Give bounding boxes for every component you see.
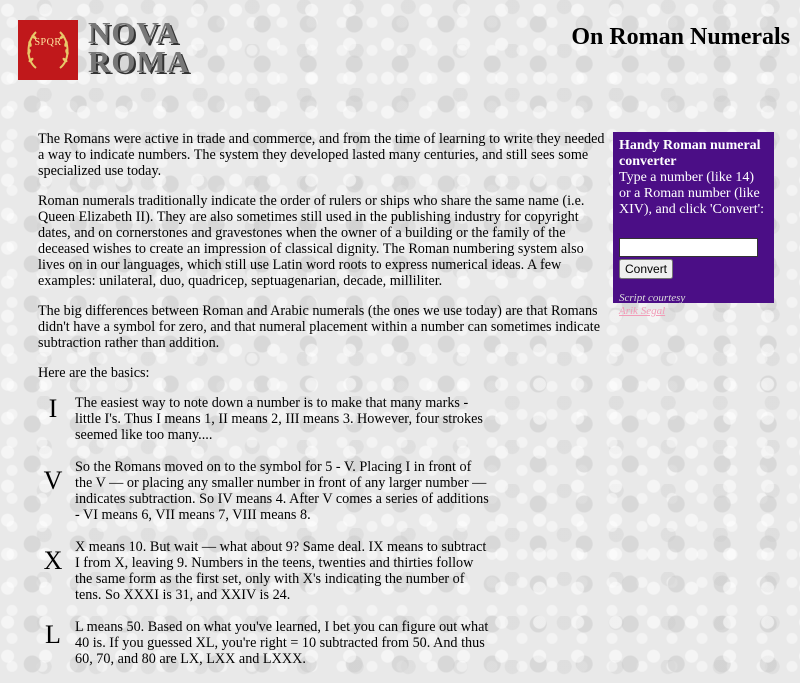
numeral-description: So the Romans moved on to the symbol for 5 - V. Placing I in front of the V — or placing any smaller number in front of any larger number — indicates subtraction. So IV means 4. After V comes a series of additions - VI means 6, VII means 7, VIII means 8. [75,459,489,523]
article-body [38,131,611,683]
script-courtesy [619,292,768,318]
numeral-symbol: X [43,546,63,575]
roman-numeral-converter-panel [613,132,774,317]
numeral-row-v [38,459,611,523]
numeral-row-i [38,395,611,443]
intro-paragraph: The big differences between Roman and Arabic numerals (the ones we use today) are that Romans didn't have a symbol for zero, and that numeral placement within a number can sometimes indicate subtraction rather than addition. [38,303,600,351]
author-link[interactable]: Arik Segal [619,305,666,317]
numeral-symbol: L [45,620,61,649]
numeral-row-x [38,539,611,603]
logo-line-roma: ROMA [88,44,191,79]
convert-button[interactable]: Convert [619,259,673,279]
numeral-input[interactable] [619,238,758,257]
logo-wordmark [88,15,191,79]
numeral-description: X means 10. But wait — what about 9? Same deal. IX means to subtract I from X, leaving 9. Numbers in the teens, twenties and thirties follow the same form as the first set, only with X's indicating the number of tens. So XXXI is 31, and XXIV is 24. [75,539,487,603]
spqr-laurel-seal-icon [18,20,78,80]
numeral-symbol: V [43,466,63,495]
numeral-row-l [38,619,611,667]
nova-roma-logo[interactable] [18,15,193,82]
page-title: On Roman Numerals [571,24,790,50]
numeral-description: The easiest way to note down a number is to make that many marks - little I's. Thus I means 1, II means 2, III means 3. However, four strokes seemed like too many.... [75,395,483,443]
logo-line-nova: NOVA [88,15,180,50]
intro-paragraph: Roman numerals traditionally indicate the order of rulers or ships who share the same name (i.e. Queen Elizabeth II). They are also sometimes still used in the publishing industry for copyright dates, and on cornerstones and gravestones when the owner of a building or the family of the deceased wishes to create an impression of classical dignity. The Roman numbering system also lives on in our languages, which still use Latin word roots to express numerical ideas. A few examples: unilateral, duo, quadricep, septuagenarian, decade, milliliter. [38,193,585,289]
seal-text: SPQR [34,37,62,48]
converter-title: Handy Roman numeral converter [619,138,761,169]
converter-instructions: Type a number (like 14) or a Roman number (like XIV), and click 'Convert': [619,170,765,217]
numeral-description: L means 50. Based on what you've learned, I bet you can figure out what 40 is. If you guessed XL, you're right = 10 subtracted from 50. And thus 60, 70, and 80 are LX, LXX and LXXX. [75,619,489,667]
courtesy-label: Script courtesy [619,292,686,304]
numeral-symbol: I [48,394,58,423]
intro-paragraph: Here are the basics: [38,365,150,381]
intro-paragraph: The Romans were active in trade and commerce, and from the time of learning to write they needed a way to indicate numbers. The system they developed lasted many centuries, and still sees some specialized use today. [38,131,605,179]
